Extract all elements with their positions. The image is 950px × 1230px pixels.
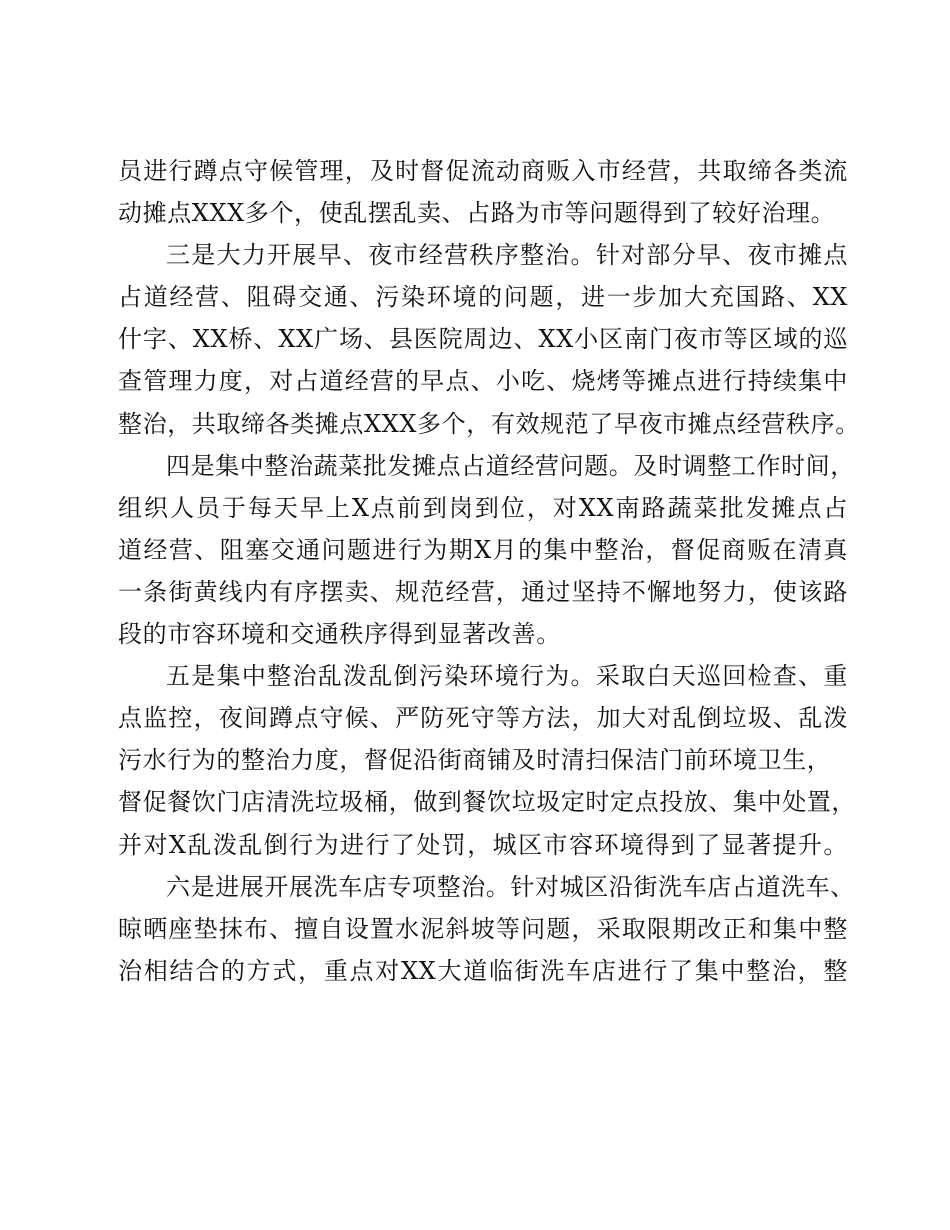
- text-line: 段的市容环境和交通秩序得到显著改善。: [118, 620, 561, 649]
- text-line: 动摊点XXX多个，使乱摆乱卖、占路为市等问题得到了较好治理。: [118, 199, 836, 228]
- text-line: 治相结合的方式，重点对XX大道临街洗车店进行了集中整治，整: [118, 956, 848, 985]
- text-line: 一条街黄线内有序摆卖、规范经营，通过坚持不懈地努力，使该路: [118, 577, 848, 606]
- document-body: [118, 150, 860, 992]
- text-line: 道经营、阻塞交通问题进行为期X月的集中整治，督促商贩在清真: [118, 535, 848, 564]
- text-line: 点监控，夜间蹲点守候、严防死守等方法，加大对乱倒垃圾、乱泼: [118, 704, 848, 733]
- text-line: 晾晒座垫抹布、擅自设置水泥斜坡等问题，采取限期改正和集中整: [118, 914, 848, 943]
- text-line: 组织人员于每天早上X点前到岗到位，对XX南路蔬菜批发摊点占: [118, 493, 848, 522]
- text-line: 督促餐饮门店清洗垃圾桶，做到餐饮垃圾定时定点投放、集中处置，: [118, 788, 856, 817]
- paragraph-start-line: 三是大力开展早、夜市经营秩序整治。针对部分早、夜市摊点: [166, 241, 848, 270]
- text-line: 并对X乱泼乱倒行为进行了处罚，城区市容环境得到了显著提升。: [118, 830, 848, 859]
- text-line: 整治，共取缔各类摊点XXX多个，有效规范了早夜市摊点经营秩序。: [118, 409, 860, 438]
- text-line: 占道经营、阻碍交通、污染环境的问题，进一步加大充国路、XX: [118, 283, 848, 312]
- text-line: 查管理力度，对占道经营的早点、小吃、烧烤等摊点进行持续集中: [118, 367, 848, 396]
- paragraph-start-line: 四是集中整治蔬菜批发摊点占道经营问题。及时调整工作时间，: [166, 451, 855, 480]
- text-line: 污水行为的整治力度，督促沿街商铺及时清扫保洁门前环境卫生，: [118, 746, 832, 775]
- paragraph-start-line: 六是进展开展洗车店专项整治。针对城区沿街洗车店占道洗车、: [166, 872, 855, 901]
- text-line: 什字、XX桥、XX广场、县医院周边、XX小区南门夜市等区域的巡: [118, 325, 848, 354]
- text-line: 员进行蹲点守候管理，及时督促流动商贩入市经营，共取缔各类流: [118, 157, 848, 185]
- paragraph-start-line: 五是集中整治乱泼乱倒污染环境行为。采取白天巡回检查、重: [166, 662, 848, 691]
